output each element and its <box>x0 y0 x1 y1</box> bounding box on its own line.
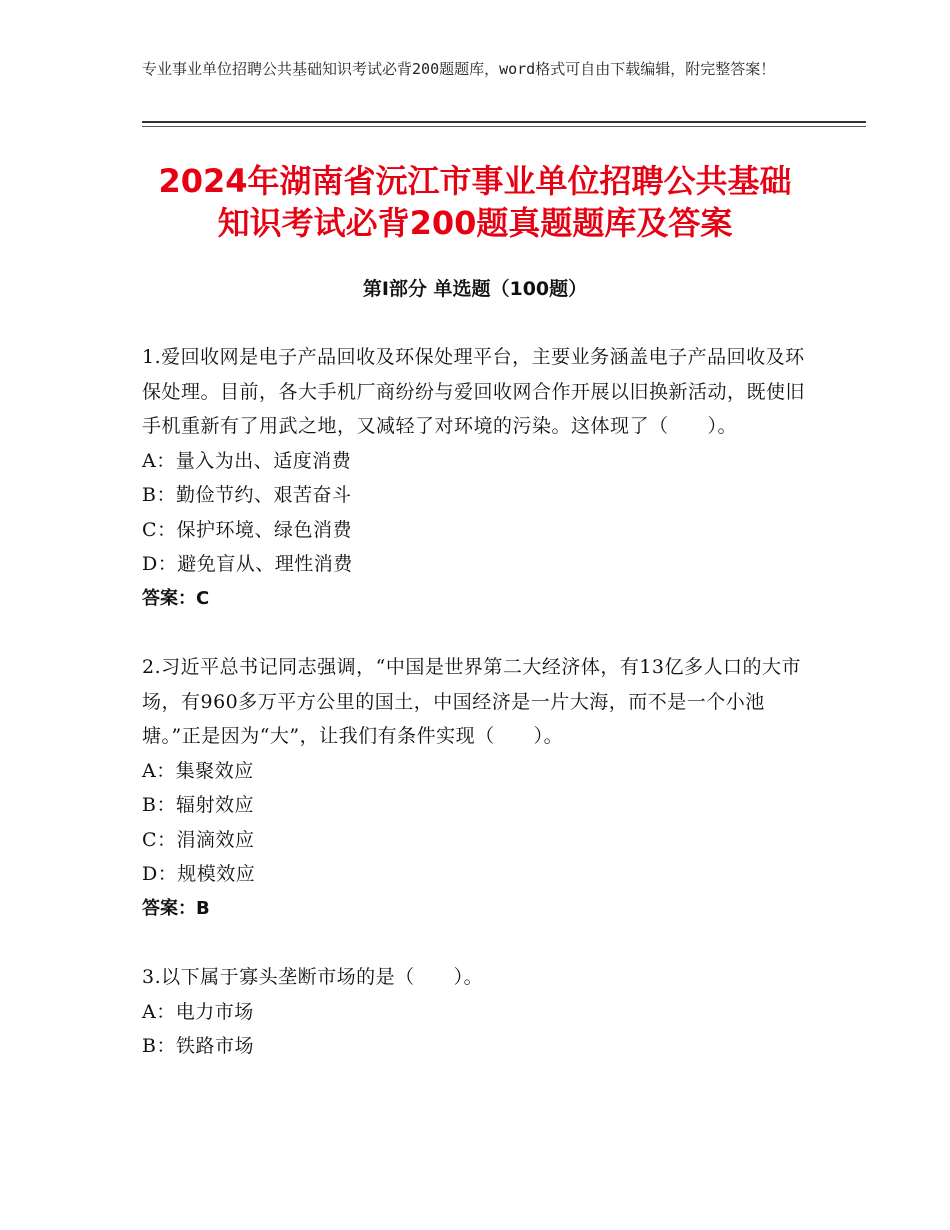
section-title: 第Ⅰ部分 单选题（100题） <box>362 278 588 300</box>
question-stem: 3.以下属于寡头垄断市场的是（ ）。 <box>142 966 484 988</box>
question-2 <box>142 650 822 926</box>
answer-label: 答案：C <box>142 587 210 609</box>
header-rule-thick <box>142 121 866 123</box>
option-b: B：勤俭节约、艰苦奋斗 <box>142 484 352 506</box>
question-stem: 1.爱回收网是电子产品回收及环保处理平台，主要业务涵盖电子产品回收及环保处理。目前，各大手机厂商纷纷与爱回收网合作开展以旧换新活动，既使旧手机重新有了用武之地，又减轻了对环境的污染。这体现了（ ）。 <box>142 346 806 437</box>
option-a: A：量入为出、适度消费 <box>142 449 352 472</box>
header-rule-thin <box>142 126 866 127</box>
answer-label: 答案：B <box>142 897 210 919</box>
option-d: D：规模效应 <box>142 863 256 885</box>
document-title-line-1: 2024年湖南省沅江市事业单位招聘公共基础 <box>158 162 792 200</box>
option-c: C：涓滴效应 <box>142 828 255 851</box>
question-list <box>142 340 822 1098</box>
option-c: C：保护环境、绿色消费 <box>142 518 353 541</box>
option-d: D：避免盲从、理性消费 <box>142 553 353 575</box>
document-title-line-2: 知识考试必背200题真题题库及答案 <box>217 204 733 242</box>
question-3 <box>142 960 822 1064</box>
option-b: B：铁路市场 <box>142 1035 254 1057</box>
question-1 <box>142 340 822 616</box>
option-a: A：集聚效应 <box>142 759 254 782</box>
header-note: 专业事业单位招聘公共基础知识考试必背200题题库，word格式可自由下载编辑，附完整答案！ <box>142 60 776 78</box>
option-b: B：辐射效应 <box>142 794 254 816</box>
option-a: A：电力市场 <box>142 1000 254 1023</box>
question-stem: 2.习近平总书记同志强调，“中国是世界第二大经济体，有13亿多人口的大市场，有960多万平方公里的国土，中国经济是一片大海，而不是一个小池塘。”正是因为“大”，让我们有条件实现（ ）。 <box>142 656 802 747</box>
document-title <box>100 160 850 244</box>
